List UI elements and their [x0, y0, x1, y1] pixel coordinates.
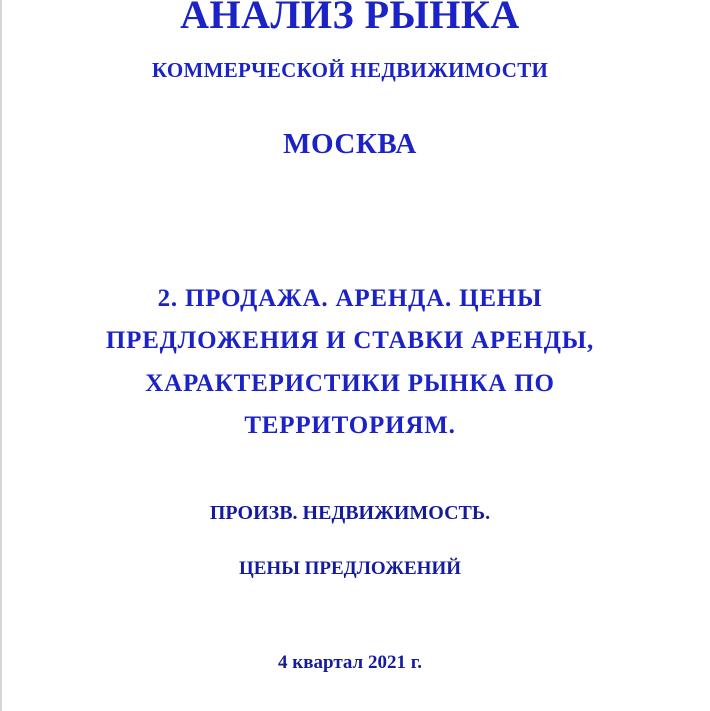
document-title: АНАЛИЗ РЫНКА: [180, 0, 520, 37]
subcategory-heading: ЦЕНЫ ПРЕДЛОЖЕНИЙ: [238, 558, 462, 579]
document-subtitle: КОММЕРЧЕСКОЙ НЕДВИЖИМОСТИ: [151, 58, 549, 82]
section-heading-line-3: ХАРАКТЕРИСТИКИ РЫНКА ПО: [145, 370, 555, 397]
section-heading-line-2: ПРЕДЛОЖЕНИЯ И СТАВКИ АРЕНДЫ,: [105, 327, 595, 354]
city-heading: МОСКВА: [283, 128, 417, 160]
page-left-edge: [0, 0, 2, 711]
category-heading: ПРОИЗВ. НЕДВИЖИМОСТЬ.: [209, 502, 491, 524]
section-heading-line-1: 2. ПРОДАЖА. АРЕНДА. ЦЕНЫ: [157, 285, 543, 312]
report-period: 4 квартал 2021 г.: [278, 652, 422, 673]
section-heading-line-4: ТЕРРИТОРИЯМ.: [244, 412, 456, 439]
